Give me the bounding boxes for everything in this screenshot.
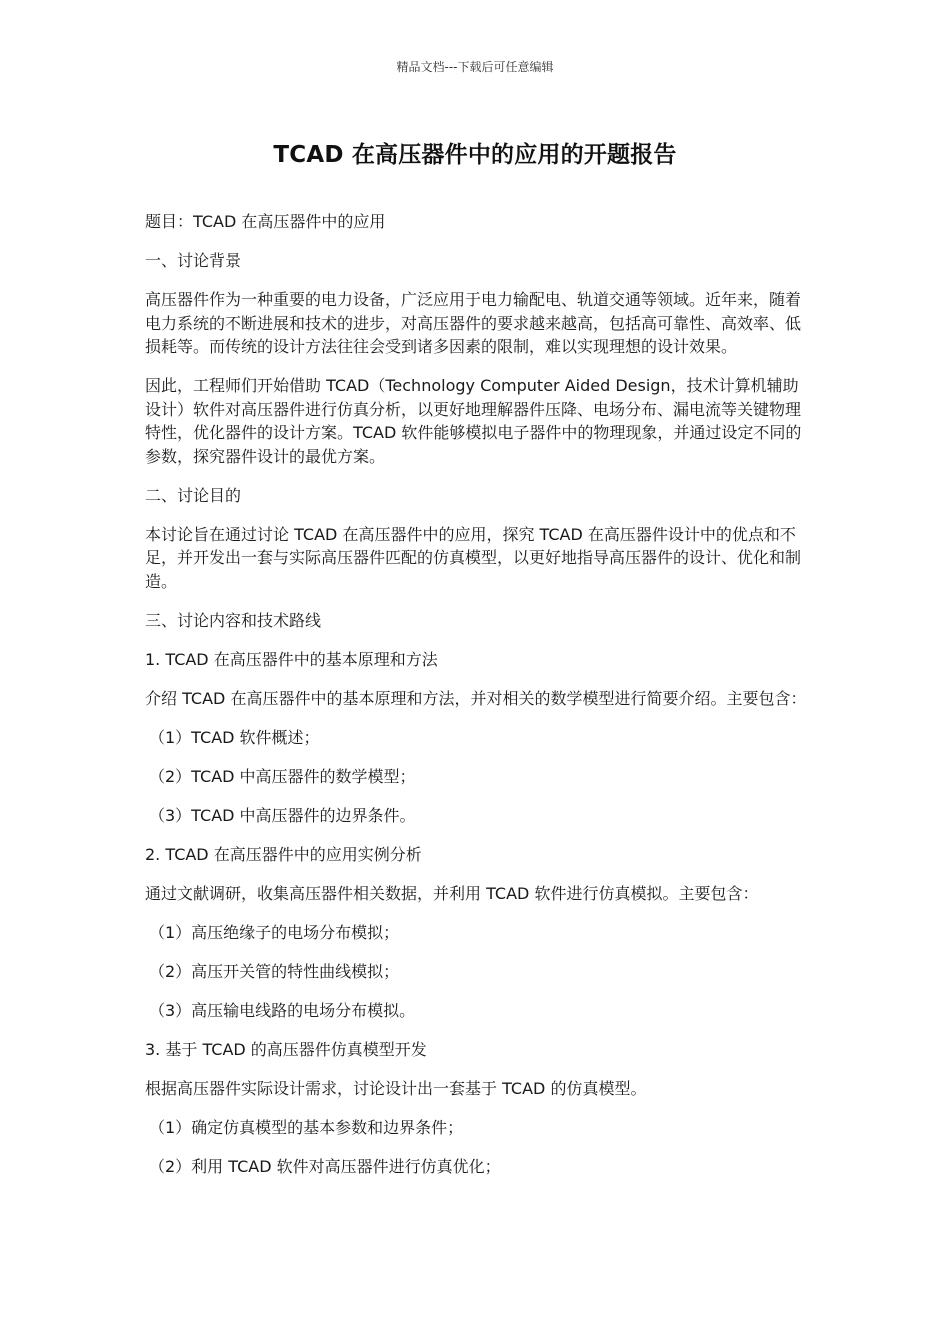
document-title: TCAD 在高压器件中的应用的开题报告 bbox=[273, 142, 677, 168]
background-paragraph-1: 高压器件作为一种重要的电力设备，广泛应用于电力输配电、轨道交通等领域。近年来，随着电力系统的不断进展和技术的进步，对高压器件的要求越来越高，包括高可靠性、高效率、低损耗等。而传统的设计方法往往会受到诸多因素的限制，难以实现理想的设计效果。 bbox=[145, 290, 802, 356]
section-heading-background: 一、讨论背景 bbox=[145, 251, 242, 270]
subsection-1-paragraph: 介绍 TCAD 在高压器件中的基本原理和方法，并对相关的数学模型进行简要介绍。主要包含： bbox=[145, 688, 807, 708]
document-body bbox=[145, 210, 810, 1194]
list-item: （2）高压开关管的特性曲线模拟； bbox=[149, 961, 400, 981]
topic-line: 题目：TCAD 在高压器件中的应用 bbox=[145, 212, 386, 231]
page-header: 精品文档---下载后可任意编辑 bbox=[396, 60, 554, 74]
subsection-heading-3: 3. 基于 TCAD 的高压器件仿真模型开发 bbox=[145, 1039, 427, 1059]
section-heading-purpose: 二、讨论目的 bbox=[145, 485, 242, 505]
section-heading-content: 三、讨论内容和技术路线 bbox=[145, 610, 322, 630]
subsection-2-paragraph: 通过文献调研，收集高压器件相关数据，并利用 TCAD 软件进行仿真模拟。主要包含： bbox=[145, 883, 759, 903]
list-item: （2）利用 TCAD 软件对高压器件进行仿真优化； bbox=[149, 1156, 501, 1176]
list-item: （3）TCAD 中高压器件的边界条件。 bbox=[149, 805, 416, 825]
subsection-heading-1: 1. TCAD 在高压器件中的基本原理和方法 bbox=[145, 649, 438, 669]
subsection-3-paragraph: 根据高压器件实际设计需求，讨论设计出一套基于 TCAD 的仿真模型。 bbox=[145, 1078, 647, 1098]
list-item: （3）高压输电线路的电场分布模拟。 bbox=[149, 1000, 416, 1020]
purpose-paragraph: 本讨论旨在通过讨论 TCAD 在高压器件中的应用，探究 TCAD 在高压器件设计中的优点和不足，并开发出一套与实际高压器件匹配的仿真模型，以更好地指导高压器件的设计、优化和制造。 bbox=[145, 524, 802, 591]
background-paragraph-2: 因此，工程师们开始借助 TCAD（Technology Computer Aided Design，技术计算机辅助设计）软件对高压器件进行仿真分析，以更好地理解器件压降、电场分布、漏电流等关键物理特性，优化器件的设计方案。TCAD 软件能够模拟电子器件中的物理现象，并通过设定不同的参数，探究器件设计的最优方案。 bbox=[145, 376, 802, 466]
list-item: （1）TCAD 软件概述； bbox=[149, 727, 320, 747]
list-item: （1）高压绝缘子的电场分布模拟； bbox=[149, 922, 400, 942]
list-item: （1）确定仿真模型的基本参数和边界条件； bbox=[149, 1117, 464, 1137]
subsection-heading-2: 2. TCAD 在高压器件中的应用实例分析 bbox=[145, 844, 422, 864]
list-item: （2）TCAD 中高压器件的数学模型； bbox=[149, 766, 416, 786]
